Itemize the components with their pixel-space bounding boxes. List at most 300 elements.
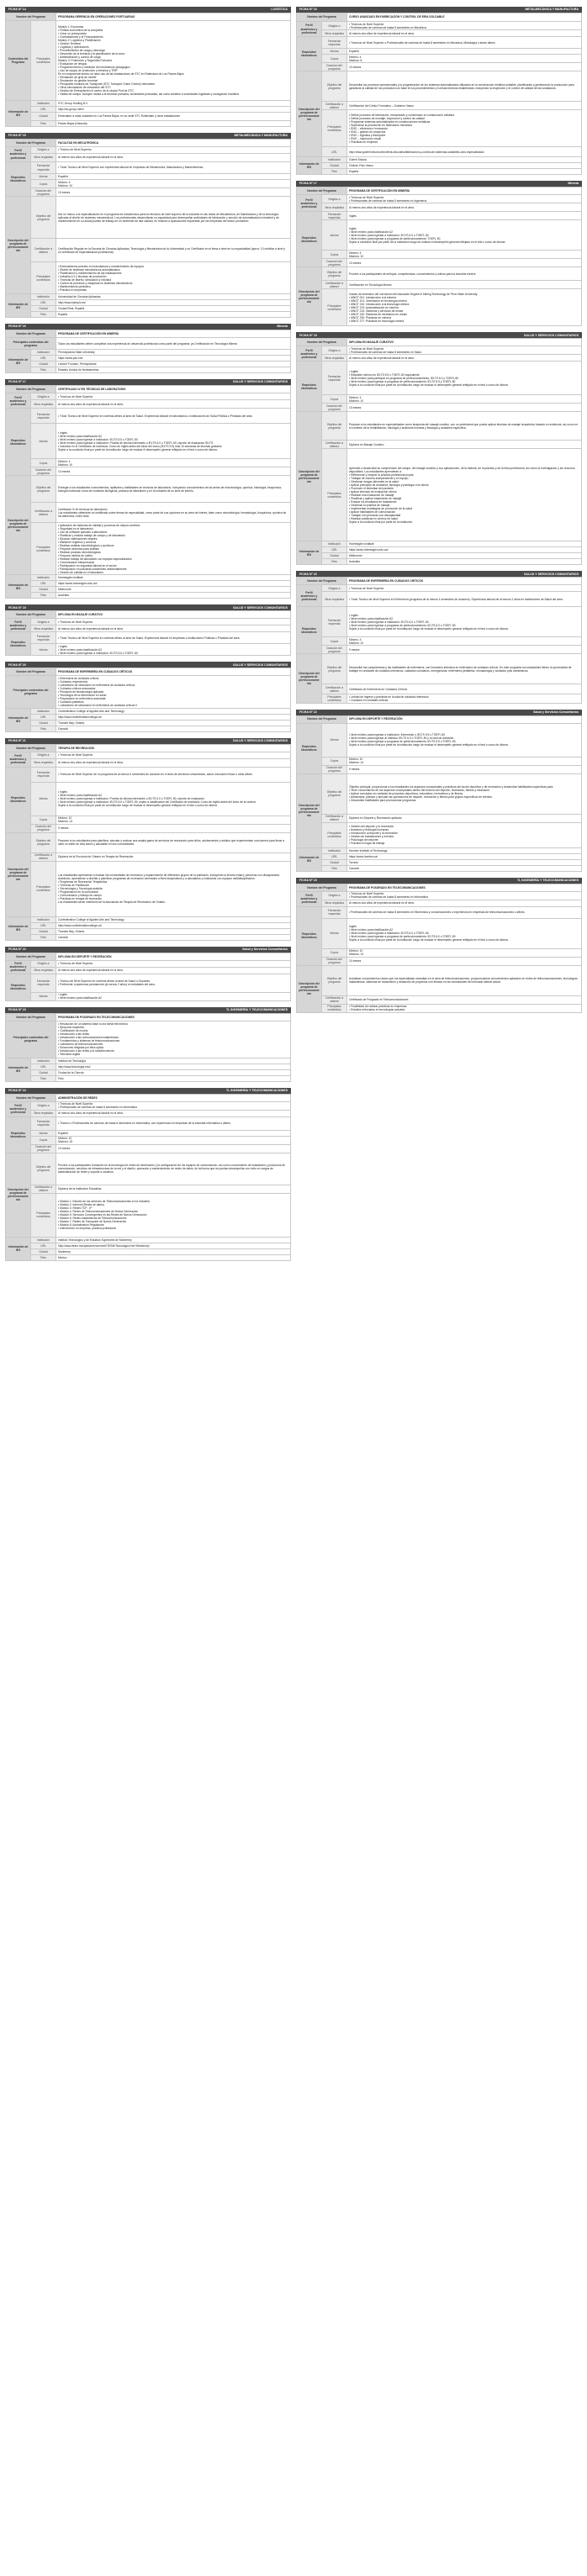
text-line: • MNGT 220: Sistemas de ventilación en minas	[349, 312, 407, 316]
field-label: Certificación a obtener	[322, 281, 347, 289]
ficha-header	[5, 662, 291, 668]
text-line: Certificado IV en técnicas de laboratorio	[58, 507, 108, 511]
field-label: Cupos	[322, 948, 347, 957]
table-row	[6, 503, 291, 523]
field-value	[56, 523, 291, 575]
field-label: Otros requisitos	[31, 967, 56, 974]
table-row	[297, 220, 582, 251]
table-row	[6, 626, 291, 632]
field-label: Objetivo del programa	[31, 476, 56, 503]
field-label: Institución	[31, 575, 56, 581]
table-row	[297, 195, 582, 203]
table-row	[6, 1185, 291, 1193]
table-row	[297, 102, 582, 110]
text-line: • Resolución de un sistema base a una señal electrónica	[58, 1022, 128, 1027]
text-line: • Planificación y mantenimiento de las instalaciones	[58, 271, 122, 275]
field-label: Certificación a obtener	[31, 239, 56, 262]
group-label: Requisitos idiomáticos	[6, 632, 31, 656]
text-line: • Gestión de Enterprise/en el centro de la ciudad Port de STC	[58, 89, 134, 93]
text-line: • Requisito mínimo es IELTS 5.5 o TOEFL 80 equivalente	[349, 372, 420, 377]
field-label: País	[31, 1075, 56, 1081]
field-label: País	[31, 1254, 56, 1260]
field-value	[347, 607, 582, 637]
group-label: Información de IES	[6, 1237, 31, 1260]
field-value	[347, 694, 582, 703]
table-row	[6, 676, 291, 708]
table-row	[297, 346, 582, 355]
field-value: Canadá	[56, 726, 291, 731]
field-label: Principales contenidos	[31, 262, 56, 294]
ficha-card	[296, 181, 582, 326]
ficha-card	[5, 1088, 291, 1261]
group-label: Perfil académico y profesional	[6, 752, 31, 767]
field-value: PROGRAMA DE POSGRADO EN TELECOMUNICACIONES	[347, 884, 582, 891]
field-label: Institución	[31, 101, 56, 107]
field-value: Australia	[347, 559, 582, 565]
ficha-header	[5, 1088, 291, 1094]
field-label: Principales contenidos	[322, 1004, 347, 1012]
field-label: Idioma	[322, 49, 347, 55]
table-row	[6, 523, 291, 575]
ficha-header	[5, 324, 291, 330]
table-row	[6, 467, 291, 476]
field-label: Ciudad	[322, 553, 347, 559]
field-value: • Técnicos de Nivel Superior	[56, 619, 291, 626]
text-line: • Preparar muestras para análisis	[58, 546, 99, 551]
text-line: Módulo 1: Economía	[58, 24, 84, 29]
text-line: • Nivel mínimo para clasificación A2	[58, 647, 103, 652]
group-label: Perfil académico y profesional	[6, 393, 31, 409]
text-line: • Mantener registros y archivos	[58, 540, 97, 544]
field-label: Dirigido a	[31, 619, 56, 626]
table-row	[297, 203, 582, 212]
text-line: Sujeto a la condición final por parte de la institución luego de evaluar el desempeño general reflejado en el test o curso de idioma.	[349, 626, 509, 631]
table-row	[297, 957, 582, 965]
table-row	[297, 891, 582, 900]
text-line: • Realizar pruebas microbiológicas	[58, 550, 101, 554]
field-value: Preparar a los estudiantes en especialidades como terapeuta del masaje curativo, con un profesional que pueda aplicar técnicas de masaje terapéutico basado en evidencia, así como en el contexto de la rehabilitación, fisiología y anatomía humana y fisiología y anatomía específica.	[347, 412, 582, 441]
text-line: • Nivel mínimo para clasificación A2	[349, 928, 394, 932]
field-value: Al menos dos años de experiencia laboral en el área.	[347, 355, 582, 362]
table-row	[6, 816, 291, 824]
text-line: • Gerontología y Tecnología asistida	[58, 887, 103, 891]
text-line: Máximo: 10	[58, 462, 73, 467]
field-value: • Título Técnico de Nivel Superior en carreras afines al área de Salud. Experiencia laboral en laboratorios o instituciones de Salud Pública o Privadas del área.	[56, 409, 291, 424]
field-label: Objetivo del programa	[322, 965, 347, 995]
text-line: Mínimo: 10	[58, 1137, 72, 1141]
text-line: Aprender a desarrollar su comprensión del campo, del masaje curativo y sus aplicaciones, de la historia, de la práctica y de la ética profesional, así como la investigación y los recursos disponibles. Los estudiantes aprenderán a:	[349, 466, 575, 473]
ficha-number: FICHA Nº 22	[8, 947, 26, 951]
ficha-table	[5, 13, 291, 127]
text-line: • Control de procesos y máquinas en sistemas mecatrónicos	[58, 281, 133, 285]
text-line: • Intervención en empresa, práctica profesional	[58, 1227, 116, 1231]
field-value: PROGRAMA DE ENFERMERÍA EN CUIDADOS CRÍTICOS	[347, 578, 582, 585]
table-row	[6, 1130, 291, 1136]
group-label: Información de IES	[297, 157, 322, 175]
group-label: Descripción del programa de perfeccionamiento	[297, 773, 322, 847]
group-label: Descripción del programa de perfeccionamiento	[297, 965, 322, 1012]
table-row	[297, 281, 582, 289]
text-line: Máximo: 10	[349, 399, 364, 403]
group-label: Requisitos idiomáticos	[6, 1116, 31, 1153]
text-line: • Técnicos de Nivel Superior	[349, 346, 384, 351]
field-label: Certificación a obtener	[31, 1185, 56, 1193]
ficha-number: FICHA Nº 19	[8, 605, 26, 610]
text-line: • Introducción a las comunicaciones inalámbricas	[58, 1036, 119, 1040]
ficha-area: TI, INGENIERÍA Y TELECOMUNICACIONES	[225, 1007, 288, 1011]
table-row	[297, 607, 582, 637]
field-label: URL	[322, 147, 347, 157]
table-row	[6, 21, 291, 101]
text-line: • Nivel mínimo para participar en programa de perfeccionamiento: IELTS 6.0 o TOEFL 80	[349, 376, 459, 380]
field-value: PROGRAMA GERENCIA EN OPERACIONES PORTUARIAS	[56, 13, 291, 21]
row-label: Nombre del Programa	[6, 744, 56, 752]
field-label: Idioma	[31, 174, 56, 180]
table-row	[6, 767, 291, 782]
field-value: Australia	[56, 593, 291, 599]
text-line: Los estudiantes serán miembros de la Asociación de Terapia de Recreación de Ontario.	[58, 900, 167, 905]
ficha-card	[5, 604, 291, 656]
table-row	[6, 113, 291, 121]
field-value: Entrenador a otras ciudades en Los Países Bajos; en su sede STC Rotterdam y otras instalaciones	[56, 113, 291, 121]
field-label: País	[322, 169, 347, 175]
field-value: STC-Group Holding B.V.	[56, 101, 291, 107]
field-label: Otros requisitos	[31, 758, 56, 767]
text-line: • Planificar y aplicar tratamiento de masaje	[349, 496, 402, 500]
text-line: • Nivel mínimo para clasificación A2	[58, 434, 103, 438]
text-line: • Técnicas de Facilitación	[58, 884, 90, 888]
field-value	[56, 262, 291, 294]
field-value: Al menos dos años de experiencia laboral en el área	[56, 154, 291, 162]
field-label: Otros requisitos	[31, 400, 56, 409]
row-label: Principales contenidos del programa	[6, 676, 56, 708]
text-line: • Profesionales de carreras de hasta 8 semestres en Mecánica	[349, 25, 426, 29]
text-line: • Módulo 1: Estudio de los servicios de Telecomunicaciones en la Industria	[58, 1200, 150, 1204]
field-label: País	[322, 559, 347, 565]
table-row	[297, 578, 582, 585]
text-line: • Enfermería de cuidados críticos	[58, 676, 99, 680]
field-value: Confederation College of Applied Arts and Technology	[56, 708, 291, 714]
url-link[interactable]: http://www.confederationcollege.ca/	[56, 714, 291, 720]
field-value: Dar un marco a la especialización en el programa de mecatrónica para los técnicos de nivel superior de la industria en las áreas de Mecatrónica, de Manufactura y de la tecnología aplicada al diseño de sistemas mecatrónicos. Los profesionales desarrollarán su capacidad para desempeñar actividades de fabricación y servicio de automatización industrial y de mantenimiento en su actual puesto de trabajo en un ambiente de alta calidad, en relación a aplicaciones requeridas por las empresas del sector productivo.	[56, 197, 291, 239]
table-row	[297, 900, 582, 906]
table-row	[6, 644, 291, 656]
ficha-header	[296, 181, 582, 187]
field-label: URL	[31, 107, 56, 113]
text-line: • Planificar y realizar trabajo de campo y de laboratorio	[58, 533, 125, 537]
table-row	[297, 187, 582, 195]
text-line: Sujeto a la condición final por parte de la institución luego de evaluar el desempeño general reflejado en el test o curso de idioma.	[349, 383, 509, 387]
row-label: Nombre del Programa	[297, 715, 347, 723]
url-link[interactable]: http://www.itesm.mx/wps/wcm/connect/ITESM/Tecnologico+de+Monterrey/	[56, 1243, 291, 1248]
text-line: Máximo: 10	[349, 254, 364, 258]
group-label: Descripción del programa de perfeccionamiento	[6, 1153, 31, 1237]
table-row	[6, 13, 291, 21]
text-line: • Gestionar la práctica de masaje	[349, 503, 390, 507]
text-line: • Práctica en lugar de trabajo	[349, 842, 385, 846]
table-row	[297, 163, 582, 169]
text-line: • Laboratorio de simulación en enfermería de cuidados críticos II	[58, 704, 138, 708]
url-link[interactable]: https://www.humber.ca/	[347, 853, 582, 859]
text-line: • Televisión digital	[58, 1053, 81, 1057]
table-row	[6, 861, 291, 916]
group-label: Requisitos idiomáticos	[297, 362, 322, 412]
ficha-area: Minería	[277, 325, 288, 329]
left-column	[5, 7, 291, 1267]
text-line: • Inglés	[349, 369, 358, 373]
ficha-table	[296, 715, 582, 872]
field-label: Cupos	[322, 757, 347, 765]
field-label: Otros requisitos	[31, 154, 56, 162]
field-value: Universidad de Ciencias Aplicadas	[56, 294, 291, 300]
field-label: URL	[322, 853, 347, 859]
text-line: • Desarrollar habilidades para promocionar programas.	[349, 799, 417, 803]
text-line: • Nivel mínimo para ingresar a programa de perfeccionamiento: IELTS 6.0 o TOEFL 80	[349, 623, 456, 627]
table-row	[6, 386, 291, 393]
field-value: Certificación en Tecnología Minera	[347, 281, 582, 289]
text-line: • Nivel mínimo para ingresar a programa de perfeccionamiento: IELTS 5.5 y TOEFL 80	[349, 379, 456, 383]
field-label: Formación requerida	[322, 906, 347, 918]
text-line: • Promover el bienestar del paciente	[349, 486, 394, 490]
field-label: Duración del programa	[322, 765, 347, 773]
text-line: • ENO – eficiencia e innovación	[349, 126, 389, 130]
table-row	[6, 619, 291, 626]
field-value: Ordizia, País Vasco	[347, 163, 582, 169]
field-value	[347, 110, 582, 147]
table-row	[297, 267, 582, 281]
text-line: • Administración y control de carga	[58, 55, 101, 59]
ficha-number: FICHA Nº 16	[8, 325, 26, 329]
field-label: Otros requisitos	[322, 592, 347, 607]
text-line: • Laboratorio de simulación en enfermería de cuidados críticos	[58, 683, 135, 687]
url-link[interactable]: http://www.ejemplo.es/	[56, 300, 291, 306]
text-line: Mínimo: 4	[349, 251, 362, 255]
field-label: Certificación a obtener	[31, 503, 56, 523]
text-line: • Aplicar conceptos en variedad de proyectos deportivos, educativos, recreativos y de fitness.	[349, 792, 464, 796]
field-label: Duración del programa	[31, 1144, 56, 1153]
field-label: Principales contenidos	[322, 449, 347, 541]
text-line: • Participación en seguridad laboral en el sector	[58, 563, 117, 567]
table-row	[297, 55, 582, 63]
field-value: Toronto	[347, 859, 582, 865]
field-value: CERTIFICADO IV EN TÉCNICAS DE LABORATORIO	[56, 386, 291, 393]
group-label: Perfil académico y profesional	[297, 195, 322, 212]
field-value: Diploma de la Institución Educativa.	[56, 1185, 291, 1193]
table-row	[6, 362, 291, 367]
text-line: • Simulación de grúa de muelle	[58, 76, 97, 80]
text-line: • Técnico de Nivel Superior en carreras afines al área de Salud o Deportes.	[58, 979, 151, 984]
field-label: Objetivo del programa	[322, 412, 347, 441]
field-label: Duración del programa	[322, 646, 347, 654]
url-link[interactable]: http://stc-group.nl/en/	[56, 107, 291, 113]
field-label: Principales contenidos	[322, 694, 347, 703]
text-line: • Trabajar de manera independiente y en equipo	[349, 476, 409, 480]
url-link[interactable]: https://www.holmesglen.edu.au/	[347, 547, 582, 553]
text-line: • Realizar una evaluación de masaje	[349, 493, 394, 497]
field-value: Thunder Bay, Ontario	[56, 720, 291, 726]
field-value: Diploma en Deporte y Recreación aplicado	[347, 814, 582, 822]
text-line: • Comunicación interpersonal	[58, 560, 94, 564]
text-line: • Ejecución espectral	[58, 1026, 84, 1030]
field-value: México	[56, 1254, 291, 1260]
field-label: URL	[31, 714, 56, 720]
ficha-table	[5, 668, 291, 731]
table-row	[297, 723, 582, 757]
table-row	[6, 140, 291, 147]
row-label: Nombre del Programa	[6, 386, 56, 393]
text-line: Sujeto a la condición final por parte de la institución luego de evaluar el desempeño general reflejado en el test o curso de idioma.	[349, 938, 509, 942]
url-link[interactable]: https://www.holmesglen.edu.au/	[56, 581, 291, 587]
text-line: • Nivel mínimo para clasificación A2	[58, 996, 103, 1000]
field-value	[56, 974, 291, 992]
table-row	[297, 822, 582, 847]
table-row	[6, 101, 291, 107]
text-line: • Uso de equipo de protección y eléctrica y TRIP	[58, 69, 118, 73]
text-line: • Módulo 5: Servicios Convergentes en las Redes de Nueva Generación	[58, 1213, 147, 1217]
ficha-number: FICHA Nº 20	[8, 662, 26, 667]
field-label: Certificación a obtener	[322, 995, 347, 1004]
text-line: • Prácticas en terapia de recreación	[58, 897, 103, 901]
table-row	[297, 995, 582, 1004]
field-label: Formación requerida	[322, 37, 347, 49]
text-line: • MNGT 214: Sistemas y servicios de minas	[349, 309, 404, 313]
field-value: Proveer a los participantes de enfoque, competencias, conocimientos y cultura para la industria minera.	[347, 267, 582, 281]
field-label: Objetivo del programa	[31, 197, 56, 239]
text-line: • Módulo 7: Redes de Transporte de Nueva Generación	[58, 1220, 127, 1224]
text-line: • Aplicar habilidades de comunicación	[349, 509, 396, 514]
field-value: Desarrollar los procesos operacionales y la programación de los sistemas automatizados utilizados en la construcción metálica soldable, planificando y gestionando la producción para garantizar la calidad de los productos con base en los procedimientos y normas técnicas establecidas, incluyendo la inspección y el control de calidad de las soldaduras.	[347, 71, 582, 102]
field-label: Cupos	[322, 637, 347, 646]
field-label: Cupos	[31, 459, 56, 467]
table-row	[297, 918, 582, 948]
group-label: Requisitos idiomáticos	[297, 607, 322, 654]
group-label: Descripción del programa de perfeccionamiento	[6, 197, 31, 294]
table-row	[6, 174, 291, 180]
table-row	[6, 147, 291, 154]
ficha-area: Salud y Servicios Comunitarios	[533, 710, 579, 714]
field-label: URL	[31, 300, 56, 306]
text-line: • Contrataciones y el Financiamiento	[58, 34, 103, 39]
table-row	[297, 362, 582, 395]
table-row	[297, 773, 582, 814]
text-line: • Gestión del deporte y la recreación	[349, 825, 394, 829]
url-link[interactable]: https://www.psu.edu	[56, 356, 291, 362]
text-line: Máximo: 10	[58, 183, 73, 187]
ficha-header	[5, 947, 291, 953]
url-link[interactable]: http://www.goierriveta.eus/es/oferta-educativa/fabricacion-y-control-de-sistemas-soldables-ciclo-especializado/	[347, 147, 582, 157]
table-row	[6, 197, 291, 239]
row-label: Nombre del Programa	[297, 13, 347, 22]
field-label: Principales contenidos	[31, 21, 56, 101]
table-row	[297, 449, 582, 541]
text-line: Mínimo: 10	[349, 949, 363, 953]
ficha-table	[5, 139, 291, 318]
ficha-header	[5, 738, 291, 744]
ficha-header	[296, 332, 582, 338]
field-label: Idioma	[31, 782, 56, 816]
field-value: • Técnicos de Nivel Superior o Profesionales de carreras de hasta 8 semestres en Mecánica, Metalurgia o áreas afines.	[347, 37, 582, 49]
text-line: • Principales módulos de Transporte (STC Transport Crane Control) relevantes	[58, 82, 155, 87]
field-label: URL	[31, 922, 56, 928]
table-row	[6, 1101, 291, 1110]
field-label: Idioma	[322, 220, 347, 251]
field-value: Instituto Tecnológico y de Estudios Superiores de Monterrey	[56, 1237, 291, 1243]
field-value	[347, 449, 582, 541]
ficha-number: FICHA Nº 24	[8, 1088, 26, 1092]
field-value: Diploma en Masaje Curativo	[347, 441, 582, 449]
field-value: Certificado de Enfermería en Cuidados Críticos	[347, 684, 582, 694]
field-value	[56, 459, 291, 467]
field-label: Ciudad	[31, 113, 56, 121]
field-value: Thunder Bay, Ontario	[56, 928, 291, 934]
table-row	[297, 884, 582, 891]
table-row	[297, 965, 582, 995]
url-link[interactable]: http://www.confederationcollege.ca/	[56, 922, 291, 928]
field-label: Formación requerida	[31, 1116, 56, 1130]
field-value: Estados Unidos de Norteamérica	[56, 367, 291, 373]
table-row	[6, 587, 291, 593]
text-line: • Nivel mínimo para ingresar a institución: IELTS 5.5 o TOEFL 80	[58, 651, 138, 655]
ficha-card	[5, 379, 291, 599]
field-value: España	[56, 312, 291, 318]
field-label: Objetivo del programa	[31, 1153, 56, 1185]
text-line: • Estudios enfocados en tecnologías actuales	[349, 1008, 405, 1012]
field-value: DIPLOMA EN DEPORTE Y RECREACIÓN	[347, 715, 582, 723]
text-line: Los estudiantes aprenderán a evaluar las necesidades de recreación y esparcimiento de diferentes grupos de la población, incluyendo la tercera edad y personas con discapacidad. Asimismo, aprenderán a diseñar y planificar programas de recreación orientados a fines terapéuticos y a ejecutarlos y evaluarlos con equipos multidisciplinarios.	[58, 874, 280, 881]
text-line: Máximo: 10	[349, 641, 364, 645]
field-value: DIPLOMA EN MASAJE CURATIVO	[347, 339, 582, 346]
field-label: Dirigido a	[322, 346, 347, 355]
table-row	[6, 593, 291, 599]
text-line: • Nivel mínimo para ingresar a institución: Prueba de idioma Intermedio o IELTS 6.0 o TOEFL 80, reporte de evaluación IELTS	[58, 441, 214, 445]
text-line: • Programación en la comunidad	[58, 890, 98, 895]
table-row	[297, 646, 582, 654]
url-link[interactable]: http://www.tecnologia.edu/	[56, 1064, 291, 1069]
field-value: Instituto de Tecnología	[56, 1058, 291, 1064]
field-value	[347, 822, 582, 847]
text-line: • Nivel mínimo para ingresar a institución: IELTS 5.5 o TOEFL 80, sujeto a clasificación del Certificado de matrícula: Curso de inglés antes del inicio de la carrera	[58, 800, 256, 805]
text-line: • Aplicación de sistemas de calidad y procesos de mejora continua	[58, 523, 140, 527]
row-label: Principales contenidos del programa	[6, 338, 56, 350]
group-label: Requisitos idiomáticos	[6, 974, 31, 1000]
field-value: PROGRAMA DE ENFERMERÍA EN CUIDADOS CRÍTICOS	[56, 668, 291, 676]
text-line: • Aplicar principios de anatomía, fisiología y patología a la clínica	[349, 483, 429, 487]
ficha-table	[296, 338, 582, 565]
field-value: País	[56, 1075, 291, 1081]
group-label: Perfil académico y profesional	[6, 960, 31, 974]
text-line: • Otros simuladores de simulación del STC	[58, 86, 111, 90]
field-value: Canadá	[56, 934, 291, 940]
field-value: • Técnico de Nivel Superior	[56, 147, 291, 154]
text-line: • MNGT 210: Introducción a la tecnología minera	[349, 302, 410, 306]
field-label: Dirigido a	[31, 393, 56, 400]
right-column	[296, 7, 582, 1019]
table-row	[6, 1144, 291, 1153]
ficha-table	[5, 330, 291, 373]
ficha-table	[296, 577, 582, 703]
field-value: ADMINISTRACIÓN DE REDES	[56, 1094, 291, 1101]
table-row	[297, 906, 582, 918]
table-row	[6, 720, 291, 726]
field-label: Objetivo del programa	[322, 267, 347, 281]
ficha-card	[5, 7, 291, 127]
group-label: Información de IES	[297, 541, 322, 565]
table-row	[297, 395, 582, 404]
text-line: • Gestión de instalaciones y eventos	[349, 835, 394, 839]
ficha-card	[5, 133, 291, 318]
field-value: Actualizar conocimientos claves que los especialistas necesitan en el área de telecomunicaciones, proporcionando conocimientos aplicados en redes de telecomunicaciones, tecnologías inalámbricas, sistemas de transmisión y desarrollo de proyectos con énfasis en las necesidades del mercado laboral actual.	[347, 965, 582, 995]
field-label: URL	[31, 1243, 56, 1248]
